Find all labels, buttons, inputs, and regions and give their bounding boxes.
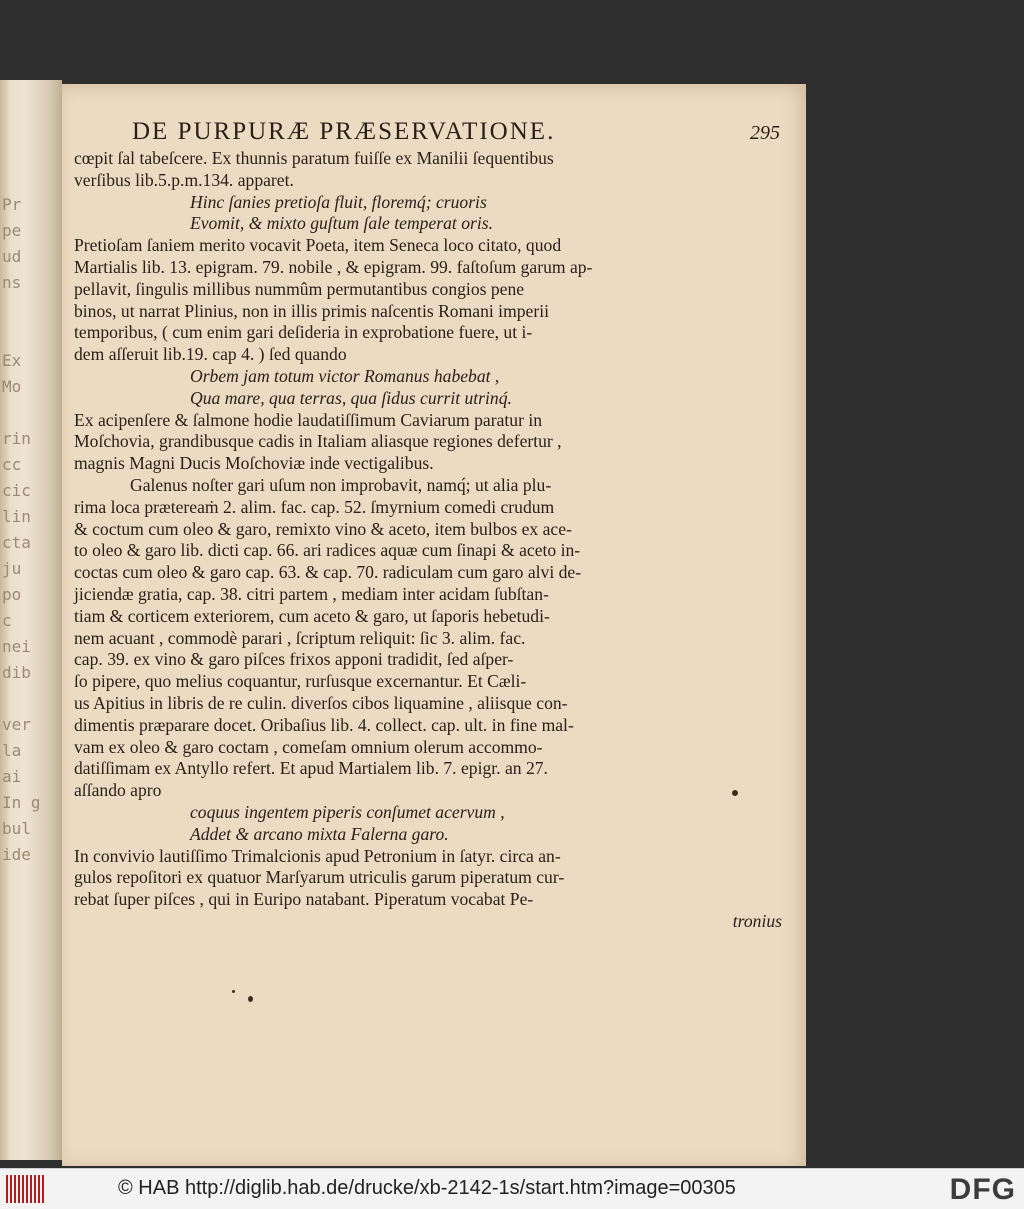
text-line: Orbem jam totum victor Romanus habebat , — [190, 365, 500, 386]
text-line: Hinc ſanies pretioſa fluit, floremq́; cruoris — [190, 191, 487, 212]
fragment-line: rin — [2, 429, 31, 448]
fragment-line: ud — [2, 247, 22, 266]
text-line: dimentis præparare docet. Oribaſius lib. 4. collect. cap. ult. in fine mal- — [74, 714, 574, 735]
ink-speck — [232, 990, 235, 993]
copyright-url[interactable]: © HAB http://diglib.hab.de/drucke/xb-2142-1s/start.htm?image=00305 — [118, 1177, 736, 1199]
text-line: rebat ſuper piſces , qui in Euripo natabant. Piperatum vocabat Pe- — [74, 889, 534, 910]
text-line: tronius — [732, 910, 782, 931]
text-line: cap. 39. ex vino & garo piſces frixos apponi tradidit, ſed aſper- — [74, 649, 514, 670]
text-line: & coctum cum oleo & garo, remixto vino & aceto, item bulbos ex ace- — [74, 518, 572, 539]
text-line: pellavit, ſingulis millibus nummûm permutantibus congios pene — [74, 278, 525, 299]
text-line: dem aſſeruit lib.19. cap 4. ) ſed quando — [74, 344, 347, 365]
adjacent-page-fragments — [2, 140, 60, 868]
fragment-line: c — [2, 611, 12, 630]
fragment-line: lin — [2, 507, 31, 526]
running-head: DE PURPURÆ PRÆSERVATIONE. — [132, 118, 556, 145]
text-line: datiſſimam ex Antyllo refert. Et apud Martialem lib. 7. epigr. an 27. — [74, 758, 548, 779]
text-line: tiam & corticem exteriorem, cum aceto & garo, ut ſaporis hebetudi- — [74, 605, 550, 626]
body-text — [74, 148, 794, 933]
text-line: Moſchovia, grandibusque cadis in Italiam aliasque regiones defertur , — [74, 431, 562, 452]
book-page — [62, 84, 806, 1166]
text-line: Ex acipenſere & ſalmone hodie laudatiſſimum Caviarum paratur in — [74, 409, 543, 430]
text-line: to oleo & garo lib. dicti cap. 66. ari radices aquæ cum ſinapi & aceto in- — [74, 540, 581, 561]
fragment-line — [2, 686, 60, 712]
fragment-line: ver — [2, 715, 31, 734]
text-line: binos, ut narrat Plinius, non in illis primis naſcentis Romani imperii — [74, 300, 549, 321]
fragment-line: ai — [2, 767, 22, 786]
dfg-logo: DFG — [949, 1173, 1016, 1206]
fragment-line: po — [2, 585, 22, 604]
text-line: Qua mare, qua terras, qua ſidus currit utrinq́. — [190, 387, 512, 408]
fragment-line: Mo — [2, 377, 22, 396]
fragment-line: ns — [2, 273, 22, 292]
fragment-line: bul — [2, 819, 31, 838]
fragment-line: ju — [2, 559, 22, 578]
fragment-line — [2, 296, 60, 322]
text-line: vam ex oleo & garo coctam , comeſam omnium olerum accommo- — [74, 736, 543, 757]
text-line: verſibus lib.5.p.m.134. apparet. — [74, 169, 294, 190]
fragment-line: cic — [2, 481, 31, 500]
fragment-line: Ex — [2, 351, 22, 370]
fragment-line: nei — [2, 637, 31, 656]
fragment-line: Pr — [2, 195, 22, 214]
text-line: temporibus, ( cum enim gari deſideria in exprobatione fuere, ut i- — [74, 322, 533, 343]
page-header — [74, 118, 794, 148]
fragment-line — [2, 322, 60, 348]
fragment-line — [2, 166, 60, 192]
fragment-line: dib — [2, 663, 31, 682]
text-line: magnis Magni Ducis Moſchoviæ inde vectigalibus. — [74, 453, 434, 474]
text-line: Evomit, & mixto guſtum ſale temperat oris. — [190, 213, 493, 234]
text-line: cœpit ſal tabeſcere. Ex thunnis paratum fuiſſe ex Manilii ſequentibus — [74, 148, 554, 168]
fragment-line: pe — [2, 221, 22, 240]
text-line: coquus ingentem piperis conſumet acervum , — [190, 801, 505, 822]
text-line: jiciendæ gratia, cap. 38. citri partem , mediam inter acidam ſubſtan- — [74, 583, 549, 604]
fragment-line: cc — [2, 455, 22, 474]
text-line: rima loca prætereaṁ 2. alim. fac. cap. 52. ſmyrnium comedi crudum — [74, 496, 555, 517]
text-line: In convivio lautiſſimo Trimalcionis apud Petronium in ſatyr. circa an- — [74, 845, 561, 866]
fragment-line: cta — [2, 533, 31, 552]
page-number: 295 — [750, 122, 780, 144]
ink-speck — [248, 996, 253, 1002]
fragment-line — [2, 140, 60, 166]
ink-speck — [732, 790, 738, 796]
hab-logo-icon — [6, 1175, 46, 1203]
page-content — [74, 118, 794, 933]
text-line: Galenus noſter gari uſum non improbavit, namq́; ut alia plu- — [130, 474, 552, 495]
text-line: aſſando apro — [74, 780, 162, 801]
text-line: ſo pipere, quo melius coquantur, rurſusque excernantur. Et Cæli- — [74, 671, 527, 692]
fragment-line: ide — [2, 845, 31, 864]
text-line: Martialis lib. 13. epigram. 79. nobile , & epigram. 99. faſtoſum garum ap- — [74, 256, 593, 277]
fragment-line: In g — [2, 793, 41, 812]
text-line: coctas cum oleo & garo cap. 63. & cap. 70. radiculam cum garo alvi de- — [74, 562, 582, 583]
text-line: us Apitius in libris de re culin. diverſos cibos liquamine , aliisque con- — [74, 692, 568, 713]
text-line: gulos repoſitori ex quatuor Marſyarum utriculis garum piperatum cur- — [74, 867, 565, 888]
text-line: Pretioſam ſaniem merito vocavit Poeta, item Seneca loco citato, quod — [74, 235, 562, 256]
text-line: nem acuant , commodè parari , ſcriptum reliquit: ſic 3. alim. fac. — [74, 627, 526, 648]
fragment-line: la — [2, 741, 22, 760]
fragment-line — [2, 400, 60, 426]
viewer-footer — [0, 1168, 1024, 1209]
text-line: Addet & arcano mixta Falerna garo. — [190, 823, 449, 844]
